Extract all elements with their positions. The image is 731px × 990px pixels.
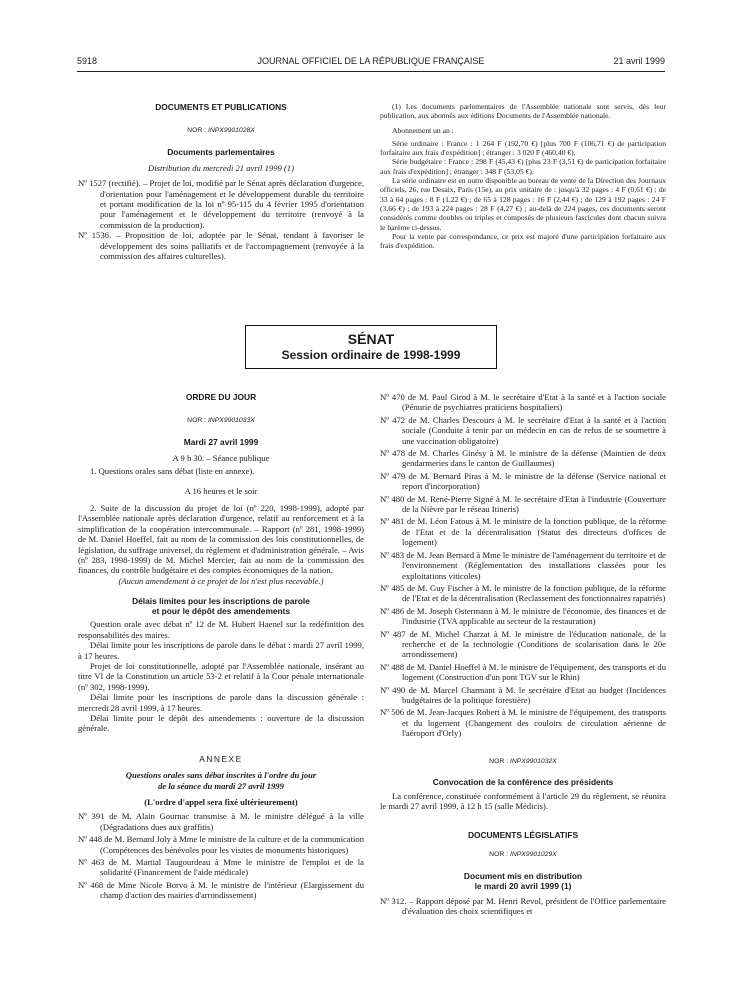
session-date: Mardi 27 avril 1999	[183, 436, 259, 447]
convocation-title: Convocation de la conférence des présidents	[432, 777, 614, 787]
annexe-subtitle: de la séance du mardi 27 avril 1999	[158, 780, 284, 791]
list-item: Nº 312. – Rapport déposé par M. Henri Revol, président de l'Office parlementaire d'évaluation des choix scientifiques et	[380, 895, 666, 917]
list-item: Nº 490 de M. Marcel Charmant à M. le secrétaire d'Etat au budget (Incidences budgétaires de la politique forestière)	[380, 684, 666, 705]
footnote-text: (1) Les documents parlementaires de l'Assemblée nationale sont servis, dès leur publication, aux abonnés aux éditions Documents de l'Assemblée nationale.	[380, 102, 666, 121]
section-title: DOCUMENTS ET PUBLICATIONS	[155, 102, 287, 112]
footnote-text: Série budgétaire : France : 298 F (45,43 €) [plus 23 F (3,51 €) de participation forfaitaire aux frais d'expédition] ; étranger : 348 F (53,05 €).	[380, 157, 666, 176]
subtitle: Documents parlementaires	[167, 146, 275, 157]
annexe-questions-continued	[380, 392, 666, 916]
delais-text: Délai limite pour les inscriptions de parole dans le débat : mardi 27 avril 1999, à 17 heures.	[78, 640, 364, 661]
list-item: Nº 485 de M. Guy Fischer à M. le ministre de la fonction publique, de la réforme de l'Etat et de la décentralisation (Reclassement des fonctionnaires rapatriés)	[380, 582, 666, 604]
nor-reference: NOR : INPX9901033X	[187, 417, 255, 425]
section-title: ORDRE DU JOUR	[185, 392, 257, 402]
list-item: Nº 472 de M. Charles Descours à M. le secrétaire d'Etat à la santé et à l'action sociale (Conduite à tenir par un médecin en cas de refus de se soumettre à une vaccination obligatoire)	[380, 414, 666, 446]
delais-title: et pour le dépôt des amendements	[151, 606, 291, 617]
footnote-text: La série ordinaire est en outre disponible au bureau de vente de la Direction des Journaux officiels, 26, rue Desaix, Paris (15e), au prix unitaire de : jusqu'à 32 pages : 4 F (0,61 €) ; de 33 à 64 pages : 8 F (1,22 €) ; de 65 à 128 pages : 16 F (2,44 €) ; de 129 à 192 pages : 24 F (3,66 €) ; de 193 à 224 pages : 28 F (4,27 €) ; au-delà de 224 pages, ces documents seront considérés comme doubles ou triples et composés de plusieurs fascicules dont chacun suivra le barème ci-dessus.	[380, 176, 666, 232]
issue-date: 21 avril 1999	[613, 56, 665, 66]
list-item: Nº 488 de M. Daniel Hoeffel à M. le ministre de l'équipement, des transports et du logement (Construction d'un pont TGV sur le Rhin)	[380, 661, 666, 683]
journal-title: JOURNAL OFFICIEL DE LA RÉPUBLIQUE FRANÇAISE	[257, 56, 485, 66]
list-item: Nº 487 de M. Michel Charzat à M. le ministre de l'éducation nationale, de la recherche et de la technologie (Conditions de scolarisation dans le 20e arrondissement)	[380, 628, 666, 660]
subscription-footnote	[380, 102, 666, 250]
list-item: Nº 1536. – Proposition de loi, adoptée par le Sénat, tendant à favoriser le développement des soins palliatifs et de l'accompagnement (renvoyée à la commission des affaires culturelles).	[78, 230, 364, 262]
afternoon-session: A 16 heures et le soir	[184, 485, 258, 496]
documents-publications-section	[78, 102, 364, 261]
agenda-item: 2. Suite de la discussion du projet de loi (nº 220, 1998-1999), adopté par l'Assemblée nationale après déclaration d'urgence, relatif au renforcement et à la simplification de la coopération intercommunale. – Rapport (nº 281, 1998-1999) de M. Daniel Hoeffel, fait au nom de la commission des lois constitutionnelles, de législation, du suffrage universel, du règlement et d'administration générale. – Avis (nº 283, 1998-1999) de M. Michel Mercier, fait au nom de la commission des finances, du contrôle budgétaire et des comptes économiques de la nation.	[78, 503, 364, 576]
senat-title-box	[245, 325, 497, 369]
delais-text: Délai limite pour les inscriptions de parole dans la discussion générale : mercredi 28 avril 1999, à 17 heures.	[78, 692, 364, 713]
list-item: Nº 468 de Mme Nicole Borvo à M. le ministre de l'intérieur (Elargissement du champ d'action des mairies d'arrondissement)	[78, 879, 364, 901]
list-item: Nº 506 de M. Jean-Jacques Robert à M. le ministre de l'équipement, des transports et du logement (Changement des couloirs de circulation aérienne de l'aéroport d'Orly)	[380, 707, 666, 739]
distribution-date: Distribution du mercredi 21 avril 1999 (1)	[148, 162, 294, 173]
annexe-title: ANNEXE	[199, 753, 243, 764]
list-item: Nº 448 de M. Bernard Joly à Mme le ministre de la culture et de la communication (Compétences des bénévoles pour les visites de monuments historiques)	[78, 834, 364, 855]
delais-title: Délais limites pour les inscriptions de parole	[132, 596, 310, 607]
ordre-du-jour-section	[78, 392, 364, 901]
convocation-text: La conférence, constituée conformément à l'article 29 du règlement, se réunira le mardi 27 avril 1999, à 12 h 15 (salle Médicis).	[380, 791, 666, 812]
delais-text: Projet de loi constitutionnelle, adopté par l'Assemblée nationale, insérant au titre VI de la Constitution un article 53-2 et relatif à la Cour pénale internationale (nº 302, 1998-1999).	[78, 660, 364, 692]
annexe-order-note: (L'ordre d'appel sera fixé ultérieurement)	[144, 796, 298, 807]
nor-reference: NOR : INPX9901028X	[187, 127, 255, 135]
list-item: Nº 1527 (rectifié). – Projet de loi, modifié par le Sénat après déclaration d'urgence, d'orientation pour l'aménagement et le développement durable du territoire et portant modification de la loi nº 95-115 du 4 février 1995 d'orientation pour l'aménagement et le développement du territoire (renvoyé à la commission de la production).	[78, 178, 364, 230]
footnote-text: Série ordinaire : France : 1 264 F (192,70 €) [plus 700 F (106,71 €) de participation forfaitaire aux frais d'expédition] ; étranger : 3 020 F (460,40 €).	[380, 138, 666, 158]
morning-session: A 9 h 30. – Séance publique	[172, 452, 270, 463]
list-item: Nº 391 de M. Alain Gournac transmise à M. le ministre délégué à la ville (Dégradations dues aux graffitis)	[78, 811, 364, 832]
list-item: Nº 480 de M. René-Pierre Signé à M. le secrétaire d'Etat à l'industrie (Couverture de la Nièvre par le réseau Itineris)	[380, 493, 666, 515]
page-header	[77, 56, 665, 68]
senat-title: SÉNAT	[347, 331, 395, 347]
list-item: Nº 463 de M. Martial Taugourdeau à Mme le ministre de l'emploi et de la solidarité (Financement de l'aide médicale)	[78, 857, 364, 878]
delais-text: Question orale avec débat nº 12 de M. Hubert Haenel sur la redéfinition des responsabilités des maires.	[78, 619, 364, 640]
list-item: Nº 478 de M. Charles Ginésy à M. le ministre de la défense (Maintien de deux gendarmeries dans le canton de Guillaumes)	[380, 448, 666, 469]
list-item: Nº 483 de M. Jean Bernard à Mme le ministre de l'aménagement du territoire et de l'environnement (Réglementation des installations classées pour les exploitations viticoles)	[380, 549, 666, 581]
section-title: DOCUMENTS LÉGISLATIFS	[467, 829, 579, 840]
nor-reference: NOR : INPX9901029X	[489, 851, 557, 859]
session-title: Session ordinaire de 1998-1999	[281, 348, 461, 362]
document-subtitle: le mardi 20 avril 1999 (1)	[474, 880, 572, 891]
agenda-note: (Aucun amendement à ce projet de loi n'est plus recevable.)	[118, 575, 324, 586]
page-number: 5918	[77, 56, 98, 66]
header-rule	[77, 71, 665, 72]
footnote-text: Pour la vente par correspondance, ce prix est majoré d'une participation forfaitaire aux frais d'expédition.	[380, 231, 666, 251]
list-item: Nº 486 de M. Joseph Ostermann à M. le ministre de l'économie, des finances et de l'industrie (TVA applicable au secteur de la restauration)	[380, 605, 666, 627]
list-item: Nº 481 de M. Léon Fatous à M. le ministre de la fonction publique, de la réforme de l'Etat et de la décentralisation (Statut des directeurs d'offices de logement)	[380, 516, 666, 548]
agenda-item: 1. Questions orales sans débat (liste en annexe).	[90, 466, 255, 477]
nor-reference: NOR : INPX9901032X	[489, 757, 557, 765]
list-item: Nº 479 de M. Bernard Piras à M. le ministre de la défense (Service national et report d'incorporation)	[380, 470, 666, 492]
document-subtitle: Document mis en distribution	[463, 870, 583, 881]
delais-text: Délai limite pour le dépôt des amendements : ouverture de la discussion générale.	[78, 712, 364, 734]
footnote-text: Abonnement un an :	[392, 125, 454, 135]
list-item: Nº 470 de M. Paul Girod à M. le secrétaire d'Etat à la santé et à l'action sociale (Pénurie de psychiatres praticiens hospitaliers)	[380, 392, 666, 413]
annexe-subtitle: Questions orales sans débat inscrites à l'ordre du jour	[125, 770, 317, 781]
